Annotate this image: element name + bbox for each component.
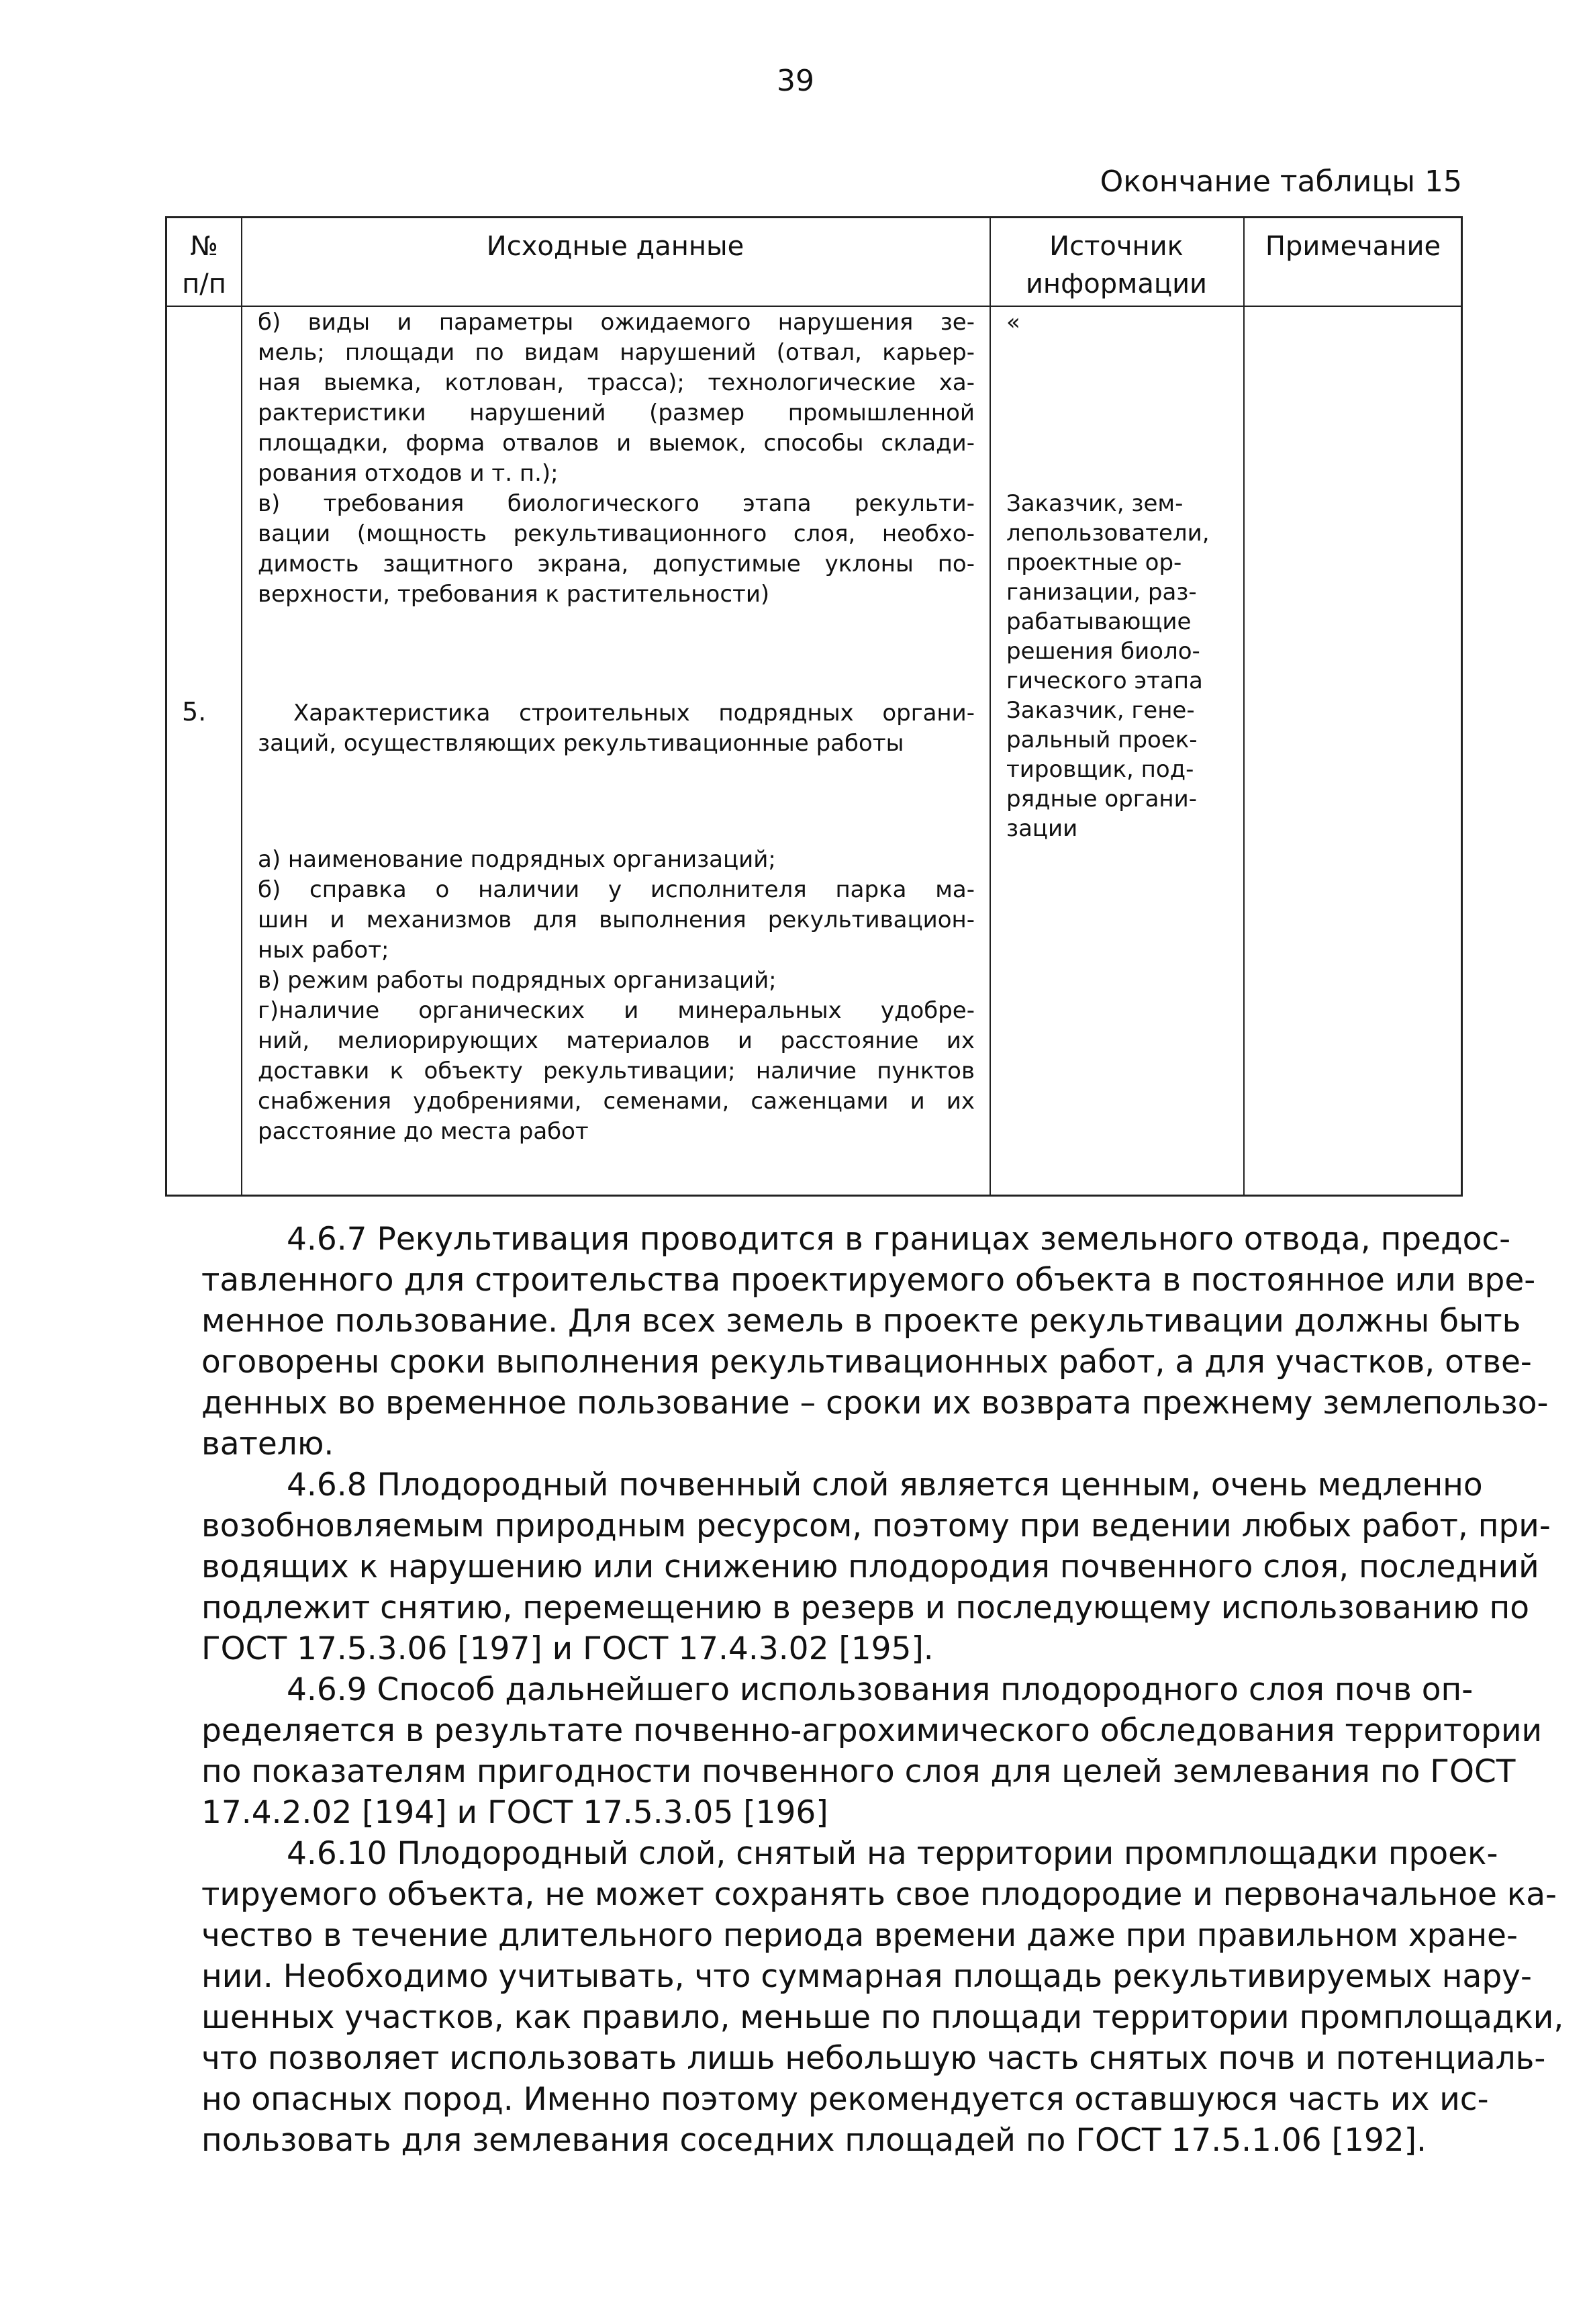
data-cell: а) наименование подрядных организаций; б) справка о наличии у исполнителя парка ма- шин и механизмов для выполнения рекультивацион- ных работ; в) режим работы подрядных организаций; г)наличие органических и минеральных удобре- ний, мелиорирующих материалов и расстояние их доставки к объекту рекультивации; наличие пунктов снабжения удобрениями, семенами, саженцами и их расстояние до места работ <box>258 846 975 1145</box>
paragraph-4-6-9: 4.6.9 Способ дальнейшего использования плодородного слоя почв оп- ределяется в результате почвенно-агрохимического обследования территории по показателям пригодности почвенного слоя для целей землевания по ГОСТ 17.4.2.02 [194] и ГОСТ 17.5.3.05 [196] <box>201 1671 1543 1831</box>
paragraph-4-6-8: 4.6.8 Плодородный почвенный слой является ценным, очень медленно возобновляемым природным ресурсом, поэтому при ведении любых работ, при- водящих к нарушению или снижению плодородия почвенного слоя, последний подлежит снятию, перемещению в резерв и последующему использованию по ГОСТ 17.5.3.06 [197] и ГОСТ 17.4.3.02 [195]. <box>201 1467 1551 1667</box>
column-divider <box>1243 218 1245 1195</box>
source-cell: Заказчик, зем- лепользователи, проектные ор- ганизации, раз- рабатывающие решения биоло- гического этапа Заказчик, гене- ральный проек- тировщик, под- рядные органи- зации <box>1006 490 1210 842</box>
header-number: № п/п <box>182 231 226 299</box>
page-number: 39 <box>777 64 814 98</box>
header-note: Примечание <box>1265 231 1441 262</box>
paragraph-4-6-7: 4.6.7 Рекультивация проводится в границах земельного отвода, предос- тавленного для строительства проектируемого объекта в постоянное или вре- менное пользование. Для всех земель в проекте рекультивации должны быть оговорены сроки выполнения рекультивационных работ, а для участков, отве- денных во временное пользование – сроки их возврата прежнему землепользо- вателю. <box>201 1221 1549 1462</box>
paragraph-4-6-10: 4.6.10 Плодородный слой, снятый на территории промплощадки проек- тируемого объекта, не может сохранять свое плодородие и первоначальное ка- чество в течение длительного периода времени даже при правильном хране- нии. Необходимо учитывать, что суммарная площадь рекультивируемых нару- шенных участков, как правило, меньше по площади территории промплощадки, что позволяет использовать лишь небольшую часть снятых почв и потенциаль- но опасных пород. Именно поэтому рекомендуется оставшуюся часть их ис- пользовать для землевания соседних площадей по ГОСТ 17.5.1.06 [192]. <box>201 1835 1564 2159</box>
table-caption: Окончание таблицы 15 <box>1100 165 1462 199</box>
header-source-data: Исходные данные <box>486 231 744 262</box>
data-table <box>165 216 1463 1197</box>
header-divider <box>167 306 1461 307</box>
row-number: 5. <box>182 697 207 727</box>
column-divider <box>241 218 242 1195</box>
source-cell: « <box>1006 309 1020 336</box>
column-divider <box>990 218 991 1195</box>
data-cell: б) виды и параметры ожидаемого нарушения зе- мель; площади по видам нарушений (отвал, карьер- ная выемка, котлован, трасса); технологические ха- рактеристики нарушений (размер промышленной площадки, форма отвалов и выемок, способы склади- рования отходов и т. п.); в) требования биологического этапа рекульти- вации (мощность рекультивационного слоя, необхо- димость защитного экрана, допустимые уклоны по- верхности, требования к растительности) <box>258 309 975 608</box>
header-information-source: Источник информации <box>1025 231 1208 299</box>
data-cell: Характеристика строительных подрядных органи- заций, осуществляющих рекультивационные работы <box>258 700 975 757</box>
body-text <box>201 1219 1564 2161</box>
